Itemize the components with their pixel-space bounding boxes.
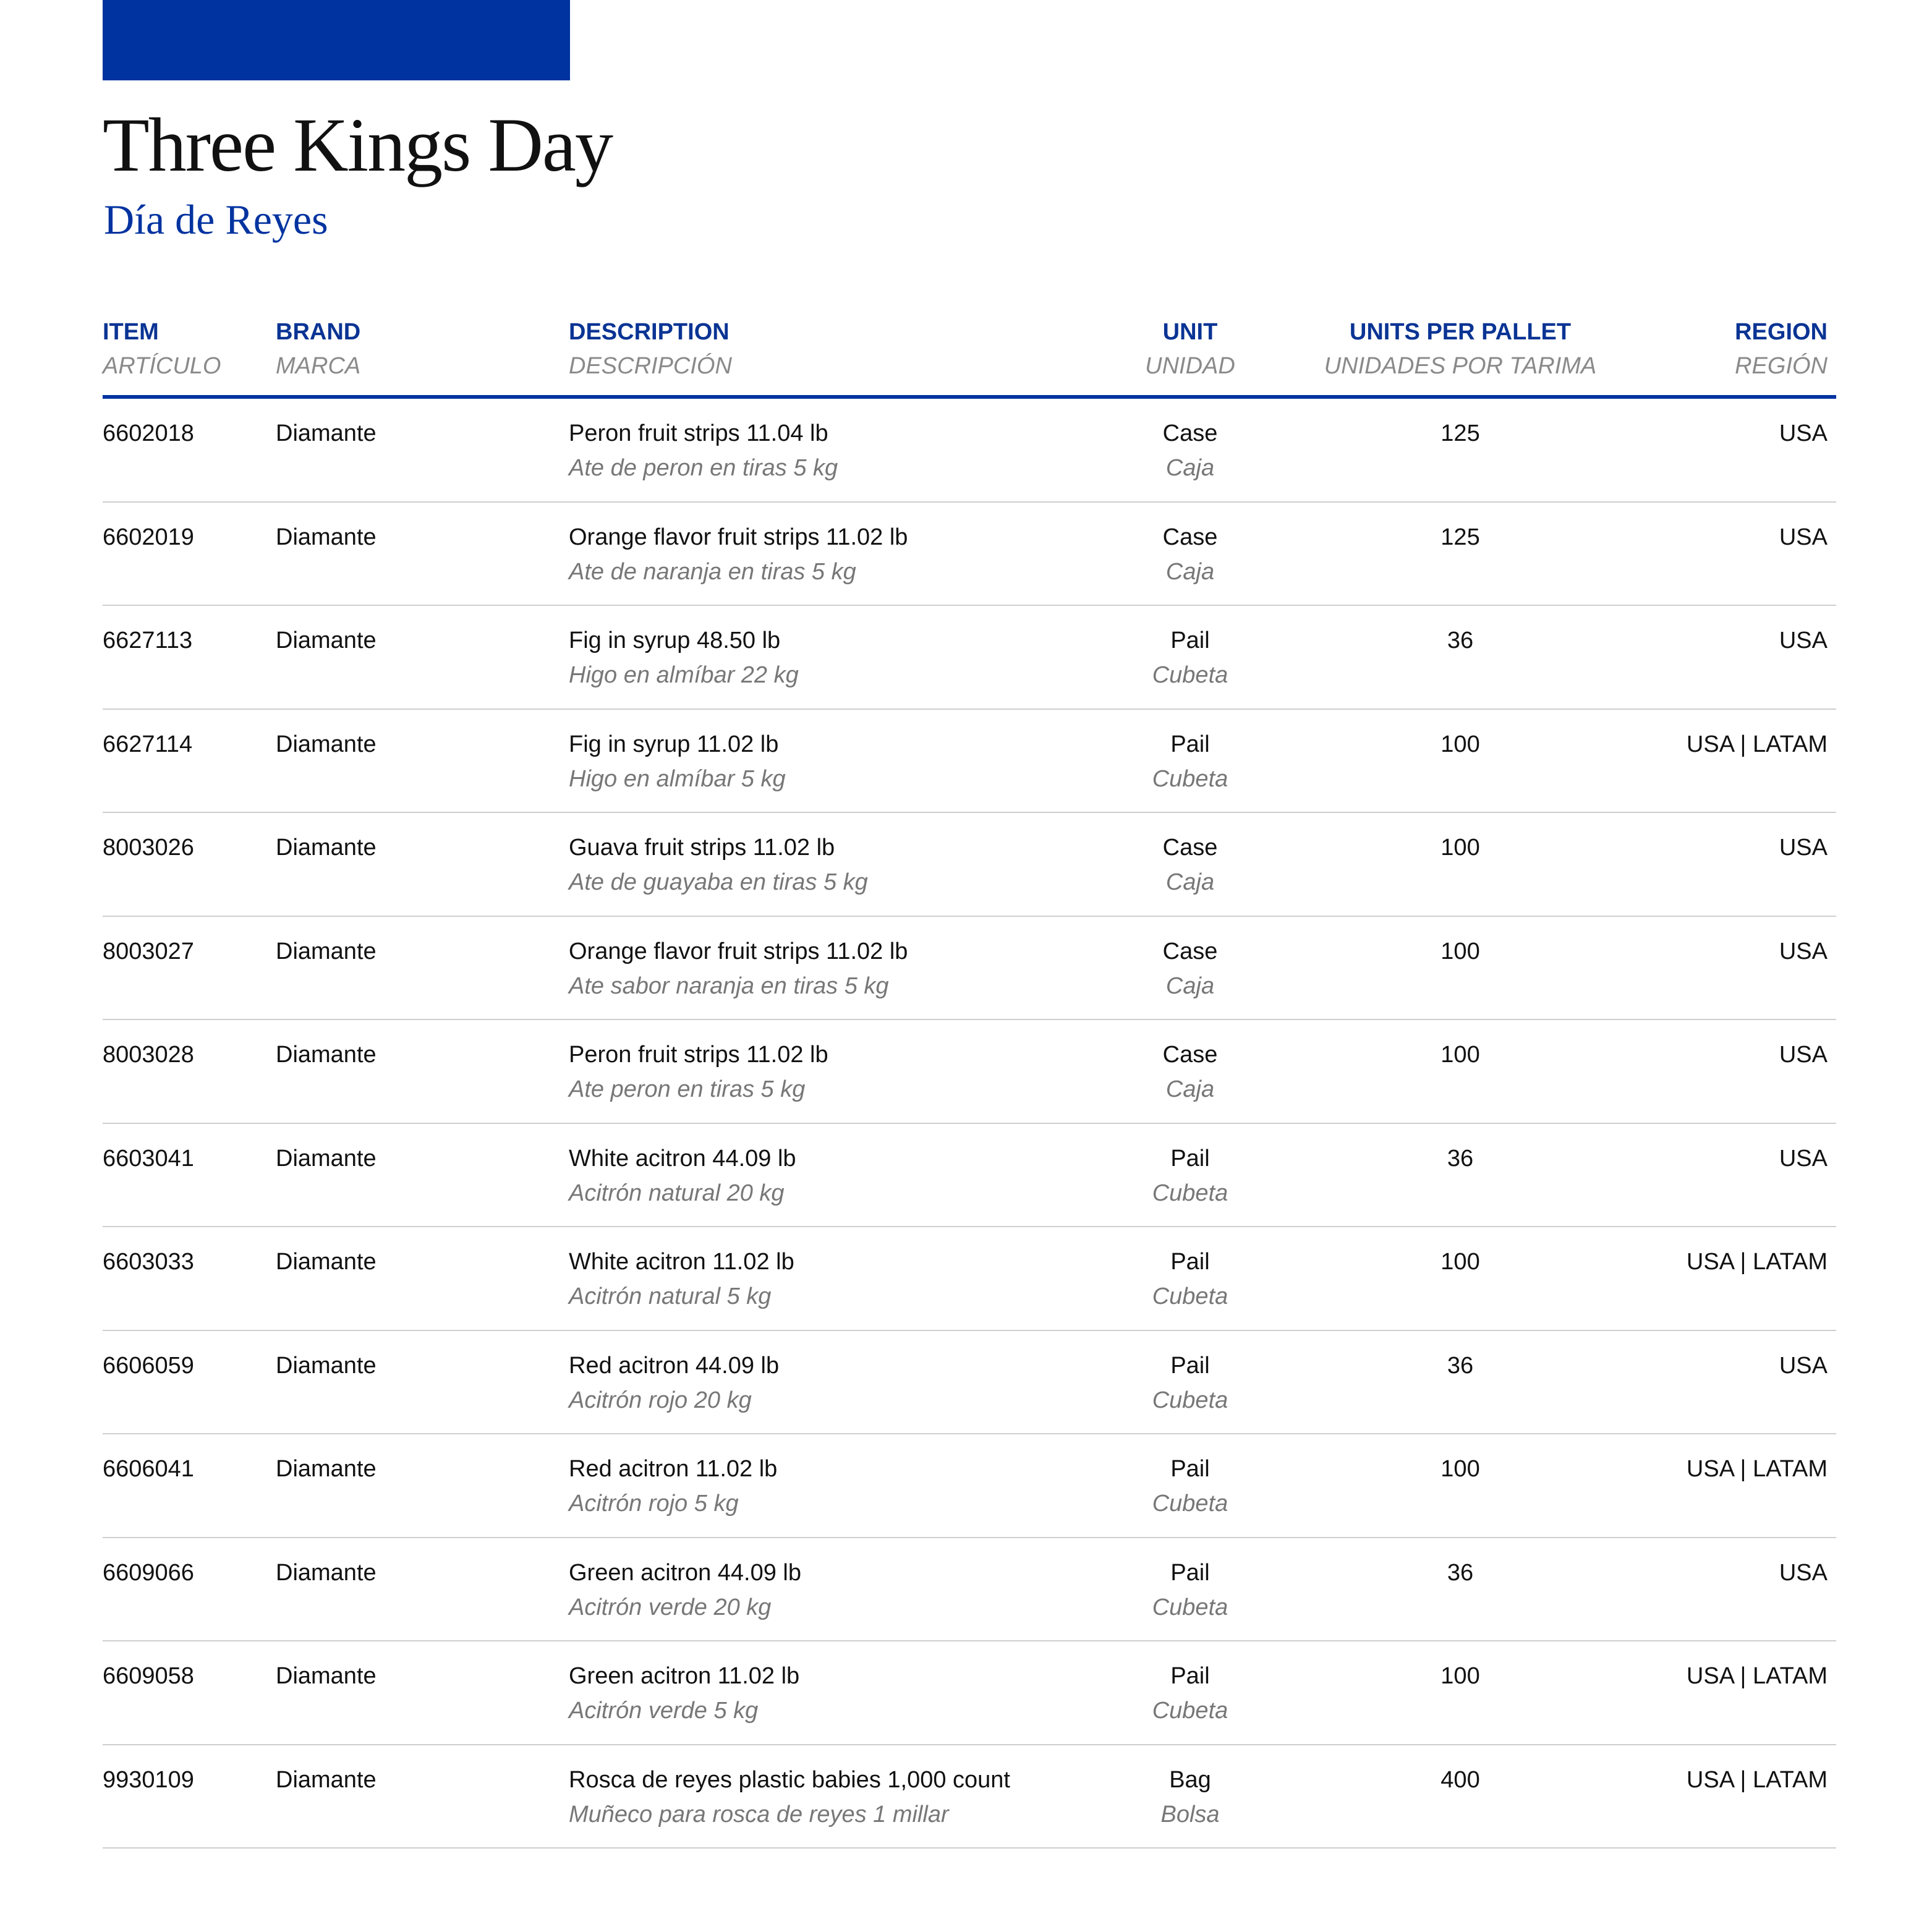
- item-number-cell: [103, 1745, 276, 1848]
- region-cell: [1616, 1641, 1836, 1744]
- item-number-cell: [103, 1020, 276, 1123]
- brand-cell: [276, 1745, 569, 1848]
- table-row: [103, 1641, 1836, 1745]
- units-per-pallet-cell: [1304, 1124, 1616, 1227]
- item-number: 8003028: [103, 1042, 194, 1068]
- description-es: Acitrón verde 5 kg: [569, 1698, 759, 1724]
- region-cell: [1616, 917, 1836, 1019]
- description-en: Green acitron 11.02 lb: [569, 1663, 800, 1689]
- region: USA | LATAM: [1686, 1766, 1828, 1793]
- table-row: [103, 1538, 1836, 1642]
- units-per-pallet: 100: [1440, 731, 1480, 757]
- units-per-pallet: 36: [1447, 628, 1474, 653]
- unit-es: Caja: [1165, 869, 1215, 895]
- table-row: [103, 1745, 1836, 1849]
- unit-cell: [1076, 1227, 1304, 1330]
- brand-cell: [276, 1538, 569, 1641]
- unit-en: Case: [1162, 938, 1218, 964]
- unit-es: Cubeta: [1152, 1594, 1228, 1620]
- description-en: Fig in syrup 11.02 lb: [569, 731, 779, 757]
- units-per-pallet-cell: [1304, 710, 1616, 812]
- region-cell: [1616, 1227, 1836, 1330]
- description-en: Orange flavor fruit strips 11.02 lb: [569, 938, 908, 964]
- item-number: 6609066: [103, 1559, 194, 1586]
- table-header: [103, 309, 1836, 399]
- description-cell: [569, 1020, 1076, 1123]
- region-cell: [1616, 1331, 1836, 1434]
- unit-es: Cubeta: [1152, 1491, 1228, 1517]
- unit-en: Case: [1162, 524, 1218, 550]
- unit-en: Case: [1162, 420, 1218, 446]
- brand-cell: [276, 1331, 569, 1434]
- units-per-pallet: 125: [1440, 524, 1480, 550]
- table-row: [103, 813, 1836, 917]
- description-es: Ate de peron en tiras 5 kg: [569, 455, 838, 481]
- units-per-pallet-cell: [1304, 917, 1616, 1019]
- unit-cell: [1076, 917, 1304, 1019]
- region-cell: [1616, 1745, 1836, 1848]
- page-title: Three Kings Day: [103, 103, 612, 187]
- region-cell: [1616, 1538, 1836, 1641]
- region: USA: [1779, 1145, 1828, 1172]
- description-en: White acitron 11.02 lb: [569, 1249, 794, 1275]
- units-per-pallet: 100: [1440, 1042, 1480, 1068]
- units-per-pallet-cell: [1304, 1641, 1616, 1744]
- region: USA: [1779, 524, 1828, 550]
- unit-cell: [1076, 399, 1304, 501]
- unit-cell: [1076, 1331, 1304, 1434]
- unit-en: Pail: [1170, 1456, 1210, 1482]
- description-cell: [569, 1124, 1076, 1227]
- region: USA: [1779, 1352, 1828, 1379]
- region: USA | LATAM: [1686, 1456, 1828, 1482]
- unit-es: Cubeta: [1152, 662, 1228, 688]
- item-number: 6606041: [103, 1456, 194, 1482]
- units-per-pallet: 100: [1440, 938, 1480, 964]
- brand-cell: [276, 1227, 569, 1330]
- item-number-cell: [103, 399, 276, 501]
- region: USA: [1779, 1559, 1828, 1586]
- description-en: Red acitron 44.09 lb: [569, 1352, 780, 1379]
- description-es: Ate peron en tiras 5 kg: [569, 1076, 806, 1102]
- item-number-cell: [103, 606, 276, 709]
- item-number: 6606059: [103, 1352, 194, 1379]
- region-cell: [1616, 710, 1836, 812]
- item-number: 6609058: [103, 1663, 194, 1689]
- brand-name: Diamante: [276, 524, 377, 550]
- description-cell: [569, 399, 1076, 501]
- product-table: [103, 309, 1836, 1849]
- brand-name: Diamante: [276, 835, 377, 861]
- description-es: Higo en almíbar 5 kg: [569, 765, 786, 792]
- region-cell: [1616, 1124, 1836, 1227]
- unit-cell: [1076, 710, 1304, 812]
- region-cell: [1616, 606, 1836, 709]
- description-es: Ate de naranja en tiras 5 kg: [569, 558, 856, 585]
- item-number: 6603033: [103, 1249, 194, 1275]
- units-per-pallet-cell: [1304, 399, 1616, 501]
- description-es: Muñeco para rosca de reyes 1 millar: [569, 1801, 949, 1828]
- description-es: Ate sabor naranja en tiras 5 kg: [569, 972, 889, 999]
- description-en: Guava fruit strips 11.02 lb: [569, 835, 835, 861]
- unit-cell: [1076, 1434, 1304, 1537]
- description-cell: [569, 1227, 1076, 1330]
- header-region: REGION REGIÓN: [1735, 319, 1828, 379]
- table-row: [103, 1020, 1836, 1124]
- table-row: [103, 1227, 1836, 1331]
- brand-cell: [276, 813, 569, 916]
- item-number: 6602019: [103, 524, 194, 550]
- item-number-cell: [103, 813, 276, 916]
- unit-es: Caja: [1165, 455, 1215, 481]
- unit-en: Case: [1162, 835, 1218, 861]
- description-cell: [569, 1331, 1076, 1434]
- unit-es: Caja: [1165, 1076, 1215, 1102]
- units-per-pallet: 100: [1440, 1249, 1480, 1275]
- units-per-pallet-cell: [1304, 1538, 1616, 1641]
- brand-name: Diamante: [276, 1559, 377, 1586]
- units-per-pallet-cell: [1304, 1434, 1616, 1537]
- brand-cell: [276, 503, 569, 605]
- description-cell: [569, 1538, 1076, 1641]
- units-per-pallet-cell: [1304, 606, 1616, 709]
- description-en: Peron fruit strips 11.02 lb: [569, 1042, 828, 1068]
- brand-cell: [276, 1434, 569, 1537]
- description-en: White acitron 44.09 lb: [569, 1145, 796, 1172]
- header-unit: UNIT UNIDAD: [1145, 319, 1235, 379]
- description-en: Green acitron 44.09 lb: [569, 1559, 802, 1586]
- item-number: 6627114: [103, 731, 193, 757]
- item-number-cell: [103, 1641, 276, 1744]
- unit-en: Pail: [1170, 731, 1210, 757]
- brand-name: Diamante: [276, 731, 377, 757]
- description-en: Red acitron 11.02 lb: [569, 1456, 778, 1482]
- units-per-pallet: 100: [1440, 835, 1480, 861]
- accent-bar: [103, 0, 570, 80]
- item-number: 9930109: [103, 1766, 194, 1793]
- unit-en: Bag: [1169, 1766, 1211, 1793]
- item-number-cell: [103, 917, 276, 1019]
- units-per-pallet: 125: [1440, 420, 1480, 446]
- description-cell: [569, 503, 1076, 605]
- unit-en: Pail: [1170, 1663, 1210, 1689]
- unit-cell: [1076, 813, 1304, 916]
- description-cell: [569, 710, 1076, 812]
- table-row: [103, 710, 1836, 814]
- region: USA | LATAM: [1686, 1249, 1828, 1275]
- description-en: Orange flavor fruit strips 11.02 lb: [569, 524, 908, 550]
- unit-en: Case: [1162, 1042, 1218, 1068]
- description-es: Acitrón rojo 5 kg: [569, 1491, 739, 1517]
- unit-en: Pail: [1170, 1352, 1210, 1379]
- item-number-cell: [103, 1434, 276, 1537]
- brand-cell: [276, 917, 569, 1019]
- unit-cell: [1076, 1124, 1304, 1227]
- header-item: ITEM ARTÍCULO: [103, 319, 221, 379]
- description-en: Rosca de reyes plastic babies 1,000 count: [569, 1766, 1010, 1793]
- item-number-cell: [103, 1124, 276, 1227]
- item-number-cell: [103, 1331, 276, 1434]
- brand-name: Diamante: [276, 1766, 377, 1793]
- page-subtitle: Día de Reyes: [104, 196, 328, 243]
- brand-name: Diamante: [276, 420, 377, 446]
- unit-cell: [1076, 1641, 1304, 1744]
- unit-cell: [1076, 503, 1304, 605]
- item-number-cell: [103, 710, 276, 812]
- item-number-cell: [103, 503, 276, 605]
- table-row: [103, 606, 1836, 710]
- brand-cell: [276, 1020, 569, 1123]
- region-cell: [1616, 1020, 1836, 1123]
- item-number-cell: [103, 1538, 276, 1641]
- unit-es: Caja: [1165, 558, 1215, 585]
- brand-name: Diamante: [276, 1249, 377, 1275]
- item-number: 6627113: [103, 628, 193, 653]
- item-number: 6603041: [103, 1145, 194, 1172]
- item-number: 8003027: [103, 938, 194, 964]
- brand-cell: [276, 1124, 569, 1227]
- units-per-pallet-cell: [1304, 1227, 1616, 1330]
- unit-en: Pail: [1170, 1559, 1210, 1586]
- units-per-pallet-cell: [1304, 1745, 1616, 1848]
- units-per-pallet: 100: [1440, 1663, 1480, 1689]
- units-per-pallet: 400: [1440, 1766, 1480, 1793]
- table-row: [103, 399, 1836, 503]
- description-en: Fig in syrup 48.50 lb: [569, 628, 781, 653]
- unit-cell: [1076, 1745, 1304, 1848]
- unit-en: Pail: [1170, 1145, 1210, 1172]
- description-es: Higo en almíbar 22 kg: [569, 662, 799, 688]
- table-row: [103, 1331, 1836, 1435]
- brand-cell: [276, 399, 569, 501]
- table-row: [103, 1434, 1836, 1538]
- unit-es: Cubeta: [1152, 1698, 1228, 1724]
- table-row: [103, 917, 1836, 1021]
- unit-es: Cubeta: [1152, 1387, 1228, 1413]
- brand-name: Diamante: [276, 938, 377, 964]
- units-per-pallet-cell: [1304, 1020, 1616, 1123]
- unit-es: Cubeta: [1152, 765, 1228, 792]
- region: USA | LATAM: [1686, 1663, 1828, 1689]
- units-per-pallet-cell: [1304, 503, 1616, 605]
- brand-name: Diamante: [276, 1352, 377, 1379]
- unit-es: Cubeta: [1152, 1180, 1228, 1206]
- brand-name: Diamante: [276, 1456, 377, 1482]
- region: USA: [1779, 1042, 1828, 1068]
- region: USA: [1779, 835, 1828, 861]
- brand-name: Diamante: [276, 1145, 377, 1172]
- brand-cell: [276, 710, 569, 812]
- units-per-pallet: 36: [1447, 1559, 1474, 1586]
- description-es: Acitrón natural 20 kg: [569, 1180, 785, 1206]
- table-body: [103, 399, 1836, 1849]
- header-units-per-pallet: UNITS PER PALLET UNIDADES POR TARIMA: [1324, 319, 1597, 379]
- unit-es: Cubeta: [1152, 1283, 1228, 1309]
- description-en: Peron fruit strips 11.04 lb: [569, 420, 828, 446]
- unit-en: Pail: [1170, 628, 1210, 653]
- description-es: Acitrón natural 5 kg: [569, 1283, 772, 1309]
- units-per-pallet-cell: [1304, 1331, 1616, 1434]
- description-cell: [569, 1745, 1076, 1848]
- description-cell: [569, 1641, 1076, 1744]
- units-per-pallet: 36: [1447, 1352, 1474, 1379]
- brand-name: Diamante: [276, 628, 377, 653]
- region: USA: [1779, 628, 1828, 653]
- region-cell: [1616, 813, 1836, 916]
- description-es: Acitrón rojo 20 kg: [569, 1387, 752, 1413]
- description-es: Ate de guayaba en tiras 5 kg: [569, 869, 868, 895]
- unit-es: Caja: [1165, 972, 1215, 999]
- item-number: 6602018: [103, 420, 194, 446]
- description-cell: [569, 917, 1076, 1019]
- region: USA | LATAM: [1686, 731, 1828, 757]
- description-cell: [569, 1434, 1076, 1537]
- units-per-pallet: 36: [1447, 1145, 1474, 1172]
- units-per-pallet-cell: [1304, 813, 1616, 916]
- unit-cell: [1076, 1538, 1304, 1641]
- description-es: Acitrón verde 20 kg: [569, 1594, 772, 1620]
- brand-cell: [276, 1641, 569, 1744]
- description-cell: [569, 813, 1076, 916]
- unit-cell: [1076, 1020, 1304, 1123]
- unit-es: Bolsa: [1160, 1801, 1220, 1828]
- brand-name: Diamante: [276, 1663, 377, 1689]
- item-number: 8003026: [103, 835, 194, 861]
- region: USA: [1779, 938, 1828, 964]
- table-row: [103, 503, 1836, 606]
- region-cell: [1616, 1434, 1836, 1537]
- units-per-pallet: 100: [1440, 1456, 1480, 1482]
- header-brand: BRAND MARCA: [276, 319, 361, 379]
- header-description: DESCRIPTION DESCRIPCIÓN: [569, 319, 732, 379]
- brand-name: Diamante: [276, 1042, 377, 1068]
- region: USA: [1779, 420, 1828, 446]
- table-row: [103, 1124, 1836, 1228]
- region-cell: [1616, 503, 1836, 605]
- description-cell: [569, 606, 1076, 709]
- unit-cell: [1076, 606, 1304, 709]
- unit-en: Pail: [1170, 1249, 1210, 1275]
- region-cell: [1616, 399, 1836, 501]
- item-number-cell: [103, 1227, 276, 1330]
- brand-cell: [276, 606, 569, 709]
